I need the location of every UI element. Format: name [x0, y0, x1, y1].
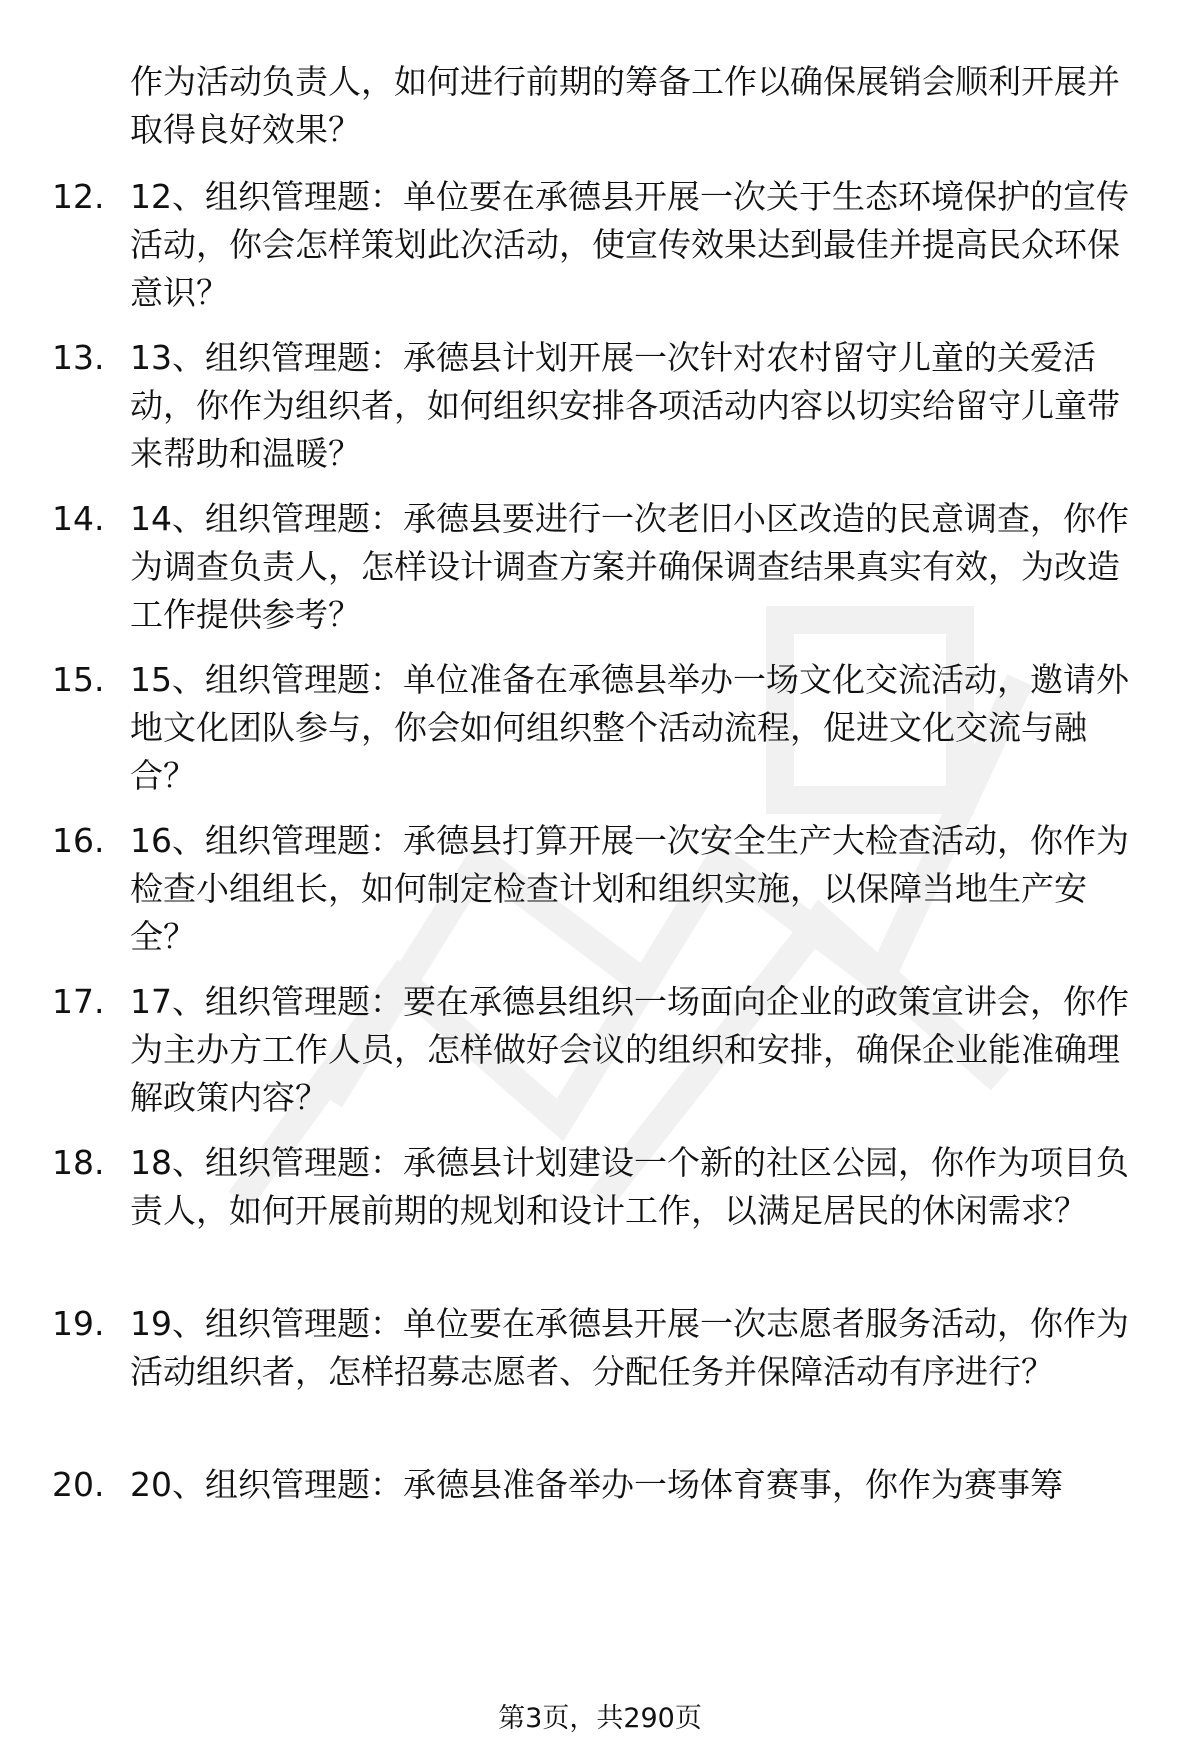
page-footer: 第3页，共290页 — [498, 1703, 702, 1734]
question-number: 16. — [52, 821, 105, 860]
question-number: 12. — [52, 177, 105, 216]
question-number: 20. — [52, 1465, 105, 1504]
question-text: 20、组织管理题：承德县准备举办一场体育赛事，你作为赛事筹 — [130, 1465, 1063, 1504]
question-number: 18. — [52, 1143, 105, 1182]
question-11-continuation: 作为活动负责人，如何进行前期的筹备工作以确保展销会顺利开展并取得良好效果？ — [130, 62, 1120, 149]
question-number: 14. — [52, 499, 105, 538]
question-text: 14、组织管理题：承德县要进行一次老旧小区改造的民意调查，你作为调查负责人，怎样设计调查方案并确保调查结果真实有效，为改造工作提供参考？ — [130, 499, 1129, 634]
question-text: 19、组织管理题：单位要在承德县开展一次志愿者服务活动，你作为活动组织者，怎样招募志愿者、分配任务并保障活动有序进行？ — [130, 1304, 1129, 1391]
question-text: 18、组织管理题：承德县计划建设一个新的社区公园，你作为项目负责人，如何开展前期的规划和设计工作，以满足居民的休闲需求？ — [130, 1143, 1129, 1230]
question-number: 13. — [52, 338, 105, 377]
question-text: 13、组织管理题：承德县计划开展一次针对农村留守儿童的关爱活动，你作为组织者，如何组织安排各项活动内容以切实给留守儿童带来帮助和温暖？ — [130, 338, 1120, 473]
question-text: 12、组织管理题：单位要在承德县开展一次关于生态环境保护的宣传活动，你会怎样策划此次活动，使宣传效果达到最佳并提高民众环保意识？ — [130, 177, 1129, 312]
question-text: 15、组织管理题：单位准备在承德县举办一场文化交流活动，邀请外地文化团队参与，你会如何组织整个活动流程，促进文化交流与融合？ — [130, 660, 1129, 795]
question-number: 15. — [52, 660, 105, 699]
question-text: 17、组织管理题：要在承德县组织一场面向企业的政策宣讲会，你作为主办方工作人员，怎样做好会议的组织和安排，确保企业能准确理解政策内容？ — [130, 982, 1129, 1117]
question-number: 19. — [52, 1304, 105, 1343]
question-number: 17. — [52, 982, 105, 1021]
question-text: 16、组织管理题：承德县打算开展一次安全生产大检查活动，你作为检查小组组长，如何制定检查计划和组织实施，以保障当地生产安全？ — [130, 821, 1129, 956]
